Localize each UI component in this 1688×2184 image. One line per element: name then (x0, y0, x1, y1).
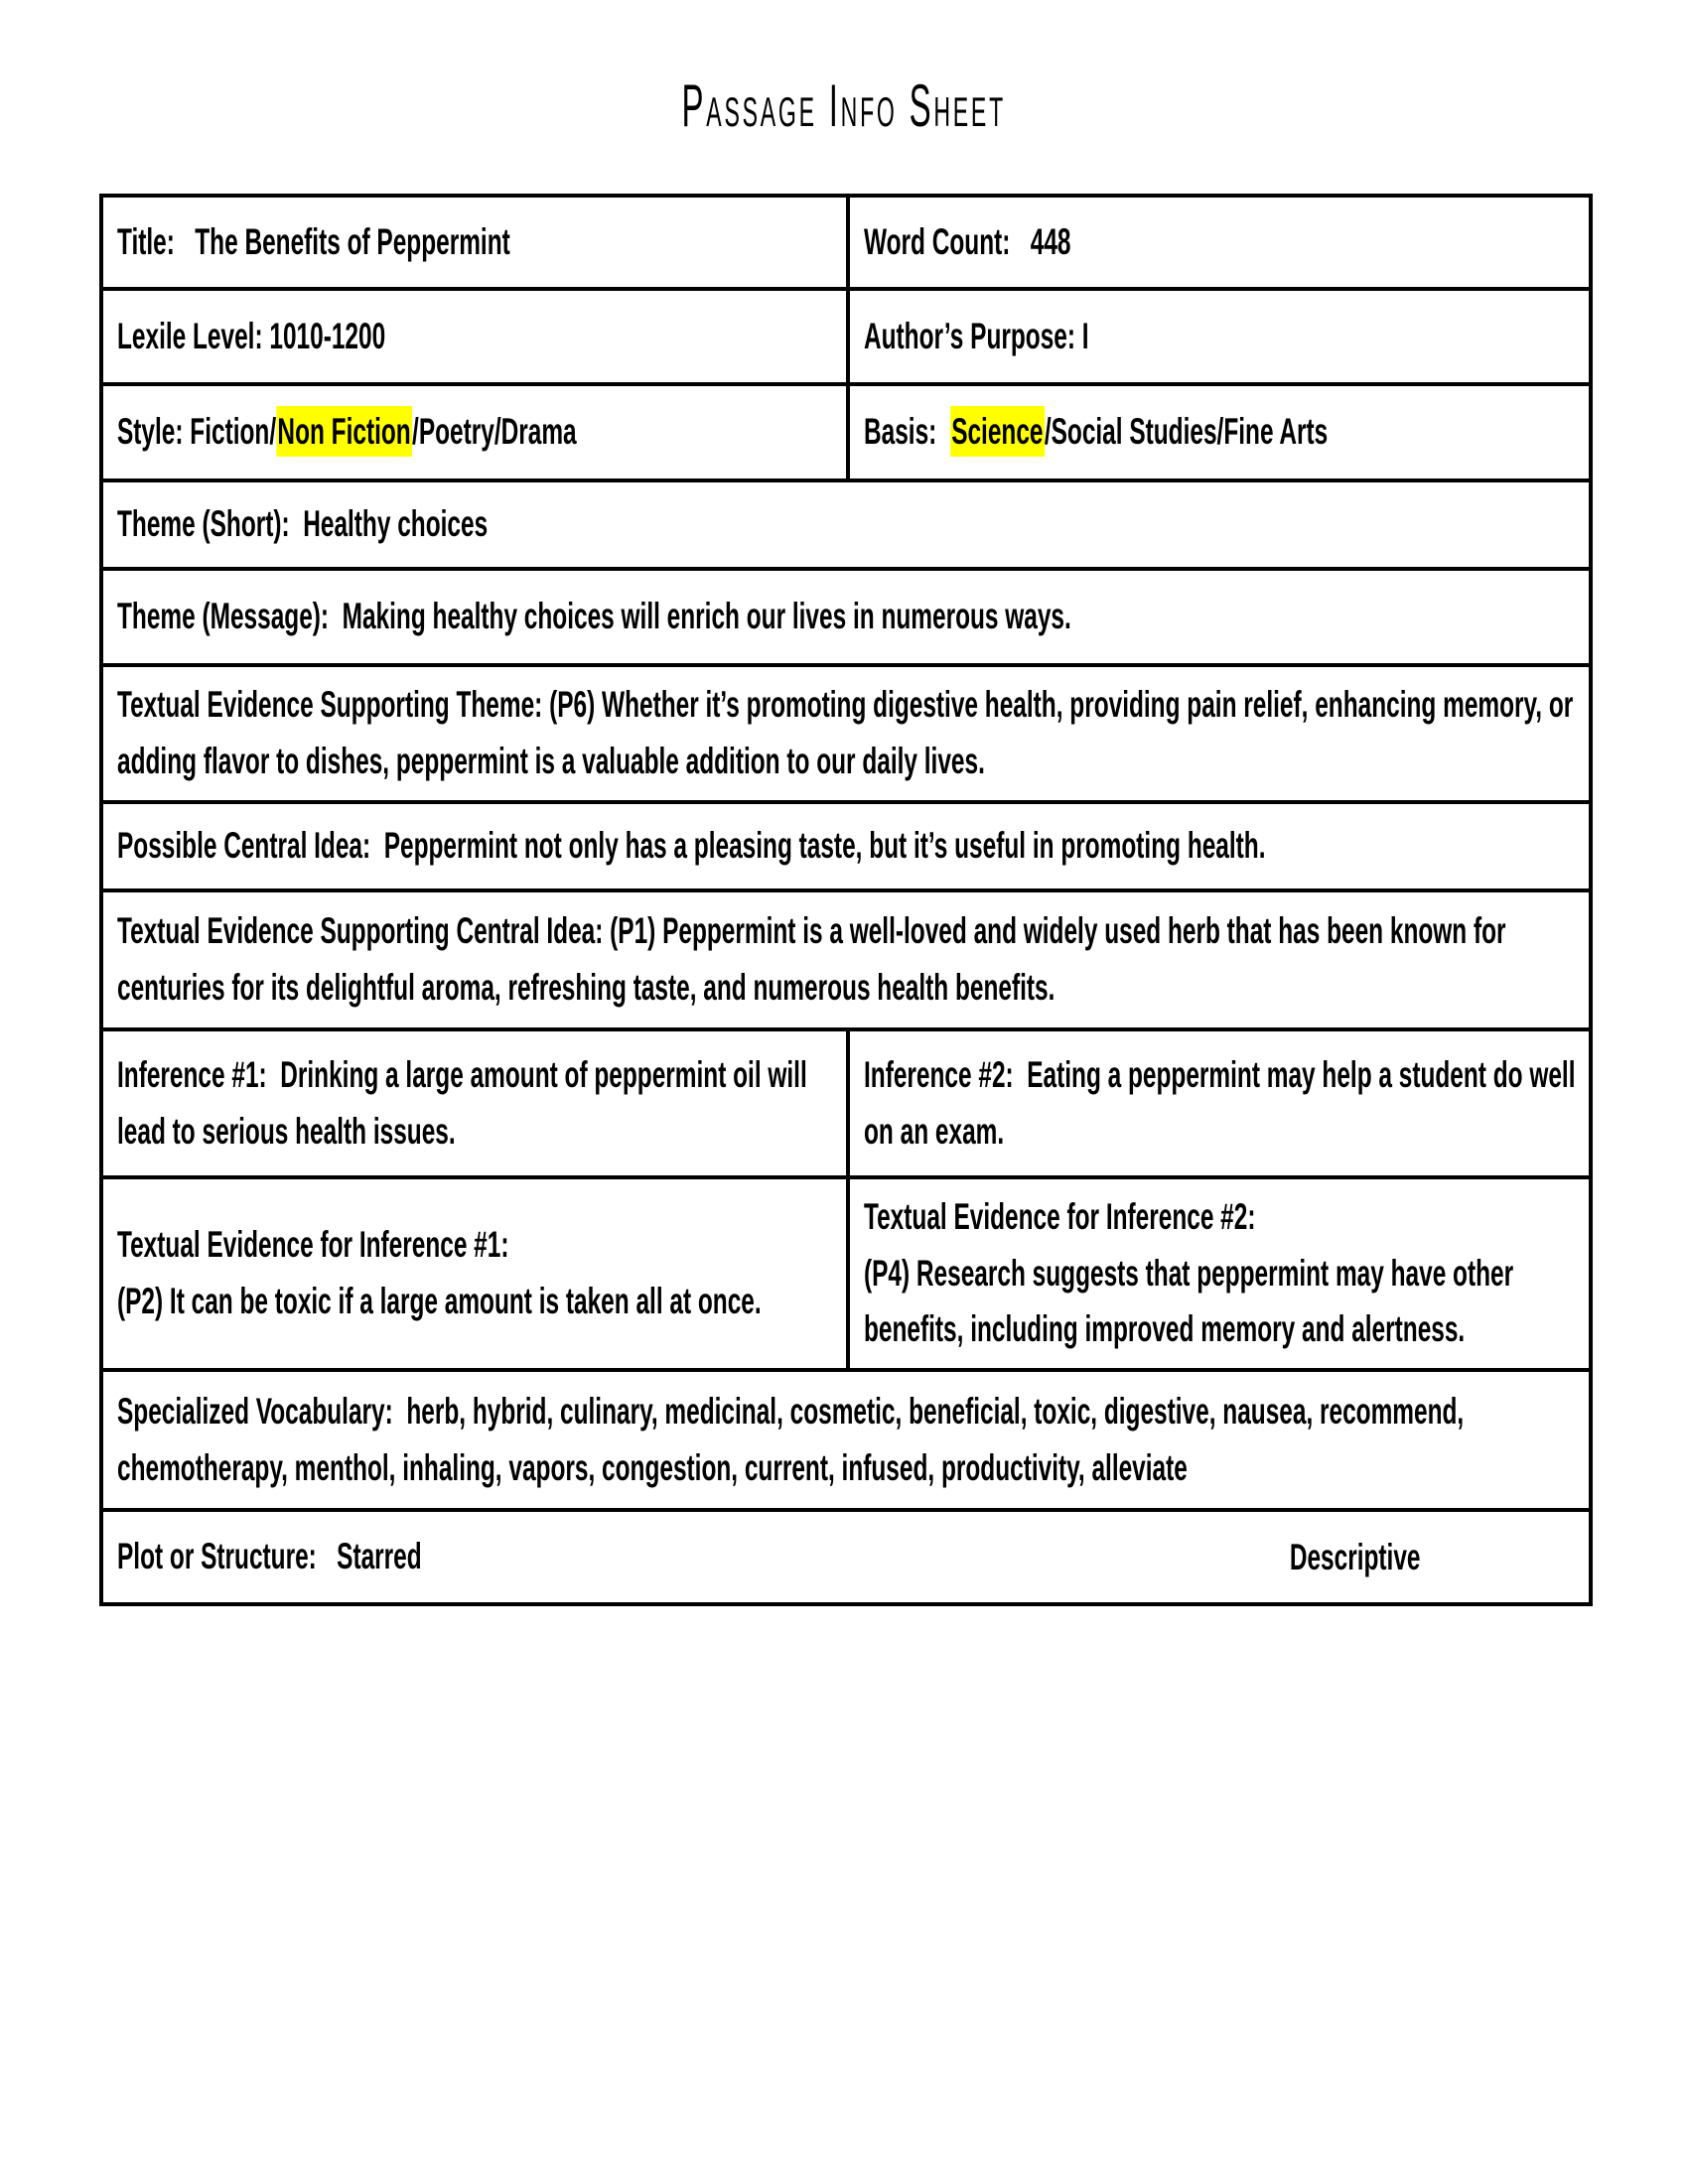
title-value: The Benefits of Peppermint (174, 220, 510, 262)
word-count-label: Word Count: (864, 220, 1011, 262)
evidence-inference-1-label: Textual Evidence for Inference #1: (117, 1224, 509, 1266)
authors-purpose-cell (848, 289, 1591, 384)
basis-pre (936, 411, 950, 452)
style-label: Style: (117, 411, 184, 453)
authors-purpose-label: Author’s Purpose: (864, 315, 1076, 356)
style-highlighted-choice: Non Fiction (276, 406, 412, 457)
inference-1-value: Drinking a large amount of peppermint oil will lead to serious health issues. (117, 1053, 814, 1152)
style-basis-row (101, 384, 1591, 480)
plot-structure-label: Plot or Structure: (117, 1536, 317, 1577)
evidence-inference-row (101, 1177, 1591, 1370)
central-idea-label: Possible Central Idea: (117, 825, 371, 867)
lexile-value: 1010-1200 (262, 315, 386, 356)
basis-post: /Social Studies/Fine Arts (1044, 411, 1329, 453)
authors-purpose-value: I (1075, 315, 1089, 356)
basis-cell (848, 384, 1591, 480)
lexile-row (101, 289, 1591, 384)
title-row (101, 196, 1591, 289)
central-idea-row (101, 802, 1591, 890)
word-count-value: 448 (1010, 220, 1071, 262)
evidence-inference-2-cell (848, 1177, 1591, 1370)
vocabulary-row (101, 1370, 1591, 1510)
page-title: Passage Info Sheet (681, 72, 1007, 139)
theme-short-row (101, 480, 1591, 569)
passage-info-table (99, 194, 1593, 1606)
style-post: /Poetry/Drama (412, 411, 577, 453)
plot-structure-cell (101, 1510, 1591, 1604)
style-cell (101, 384, 848, 480)
theme-short-cell (101, 480, 1591, 569)
plot-structure-row (101, 1510, 1591, 1604)
theme-message-row (101, 569, 1591, 665)
plot-structure-right-value: Descriptive (1289, 1536, 1420, 1577)
evidence-central-idea-label: Textual Evidence Supporting Central Idea: (117, 910, 604, 952)
evidence-theme-label: Textual Evidence Supporting Theme: (117, 684, 543, 726)
evidence-central-idea-row (101, 890, 1591, 1029)
inference-2-cell (848, 1029, 1591, 1177)
evidence-theme-row (101, 665, 1591, 802)
style-pre: Fiction/ (183, 411, 277, 453)
evidence-inference-2-value: (P4) Research suggests that peppermint may have other benefits, including improved memory and alertness. (864, 1252, 1520, 1350)
title-cell (101, 196, 848, 289)
theme-message-cell (101, 569, 1591, 665)
inference-row (101, 1029, 1591, 1177)
central-idea-value: Peppermint not only has a pleasing taste, but it’s useful in promoting health. (370, 825, 1266, 867)
theme-message-label: Theme (Message): (117, 596, 330, 637)
central-idea-cell (101, 802, 1591, 890)
theme-short-value: Healthy choices (289, 503, 489, 545)
theme-short-label: Theme (Short): (117, 503, 290, 545)
evidence-central-idea-value: (P1) Peppermint is a well-loved and widely used herb that has been known for centuries for its delightful aroma, refreshing taste, and numerous health benefits. (117, 910, 1513, 1008)
lexile-label: Lexile Level: (117, 315, 263, 356)
basis-label: Basis: (864, 411, 937, 453)
title-label: Title: (117, 220, 175, 262)
basis-highlighted-choice: Science (950, 406, 1045, 457)
vocabulary-value: herb, hybrid, culinary, medicinal, cosmetic, beneficial, toxic, digestive, nausea, recommend, chemotherapy, menthol, inhaling, vapors, congestion, current, infused, productivity, alleviate (117, 1390, 1472, 1488)
inference-1-cell (101, 1029, 848, 1177)
inference-1-label: Inference #1: (117, 1053, 267, 1095)
page-title-container (0, 71, 1688, 140)
evidence-inference-1-value: (P2) It can be toxic if a large amount is taken all at once. (117, 1281, 762, 1321)
evidence-inference-2-label: Textual Evidence for Inference #2: (864, 1195, 1256, 1237)
word-count-cell (848, 196, 1591, 289)
evidence-theme-cell (101, 665, 1591, 802)
evidence-central-idea-cell (101, 890, 1591, 1029)
inference-2-value: Eating a peppermint may help a student do well on an exam. (864, 1053, 1583, 1152)
theme-message-value: Making healthy choices will enrich our lives in numerous ways. (329, 596, 1071, 637)
plot-structure-value: Starred (316, 1536, 422, 1577)
evidence-theme-value: (P6) Whether it’s promoting digestive health, providing pain relief, enhancing memory, or adding flavor to dishes, peppermint is a valuable addition to our daily lives. (117, 684, 1581, 781)
vocabulary-cell (101, 1370, 1591, 1510)
evidence-inference-1-cell (101, 1177, 848, 1370)
vocabulary-label: Specialized Vocabulary: (117, 1390, 393, 1432)
inference-2-label: Inference #2: (864, 1053, 1014, 1095)
lexile-cell (101, 289, 848, 384)
